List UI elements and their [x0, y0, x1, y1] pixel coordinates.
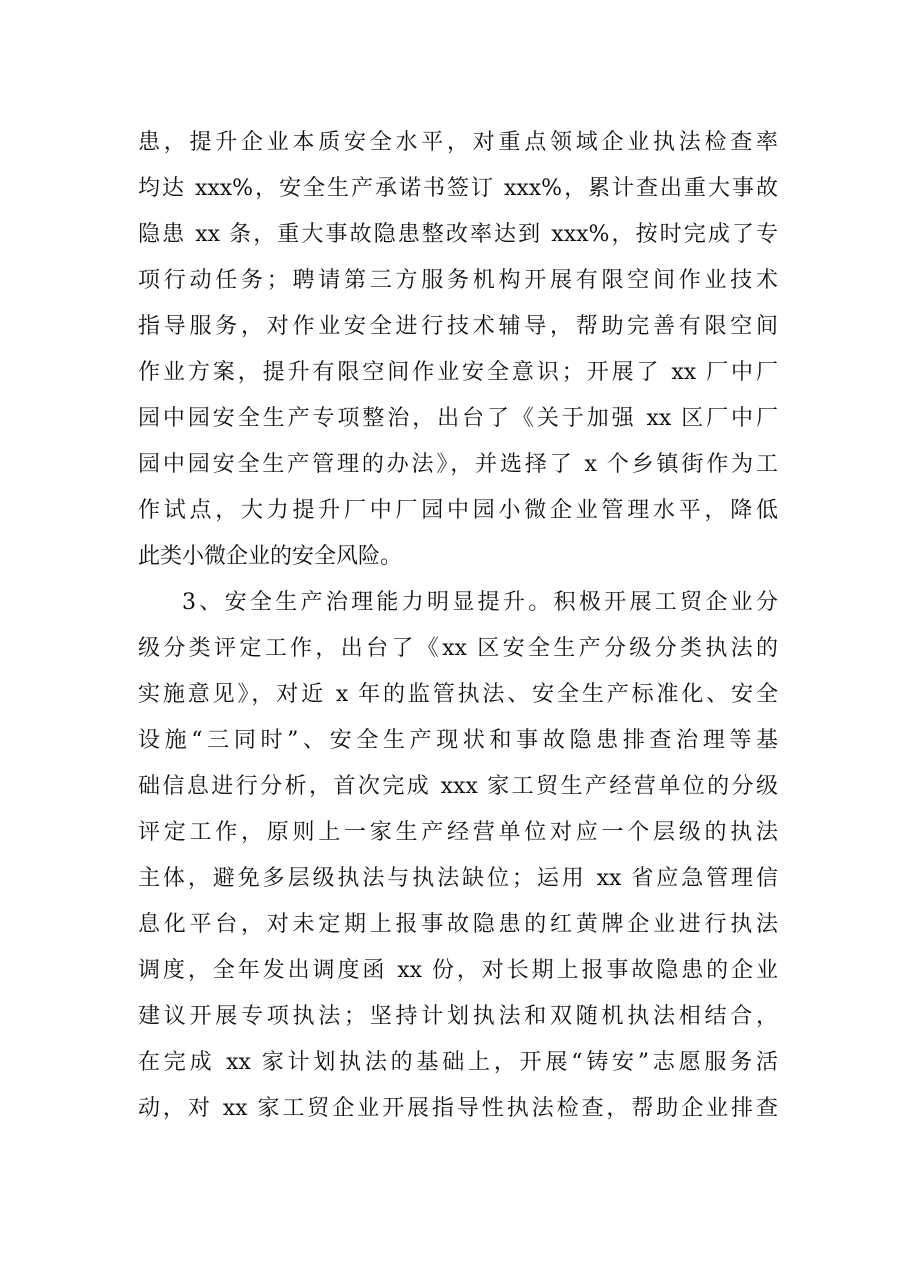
section-heading-line: 3、安全生产治理能力明显提升。积极开展工贸企业分	[182, 590, 778, 615]
text-line: 园中园安全生产管理的办法》，并选择了 x 个乡镇街作为工	[138, 452, 778, 477]
text-line: 建议开展专项执法；坚持计划执法和双随机执法相结合，	[138, 1004, 778, 1029]
text-line: 项行动任务；聘请第三方服务机构开展有限空间作业技术	[138, 268, 778, 293]
paragraph-end-line: 此类小微企业的安全风险。	[138, 544, 403, 569]
text-line: 动，对 xx 家工贸企业开展指导性执法检查，帮助企业排查	[138, 1096, 778, 1121]
text-line: 础信息进行分析，首次完成 xxx 家工贸生产经营单位的分级	[138, 774, 778, 799]
text-line: 评定工作，原则上一家生产经营单位对应一个层级的执法	[138, 820, 778, 845]
text-line: 在完成 xx 家计划执法的基础上，开展“铸安”志愿服务活	[138, 1050, 778, 1075]
text-line: 园中园安全生产专项整治，出台了《关于加强 xx 区厂中厂	[138, 406, 778, 431]
text-line: 息化平台，对未定期上报事故隐患的红黄牌企业进行执法	[138, 912, 778, 937]
text-line: 设施“三同时”、安全生产现状和事故隐患排查治理等基	[138, 728, 778, 753]
text-line: 主体，避免多层级执法与执法缺位；运用 xx 省应急管理信	[138, 866, 778, 891]
text-line: 指导服务，对作业安全进行技术辅导，帮助完善有限空间	[138, 314, 778, 339]
text-line: 均达 xxx%，安全生产承诺书签订 xxx%，累计查出重大事故	[138, 176, 778, 201]
text-line: 作试点，大力提升厂中厂园中园小微企业管理水平，降低	[138, 498, 778, 523]
text-line: 级分类评定工作，出台了《xx 区安全生产分级分类执法的	[138, 636, 778, 661]
text-line: 作业方案，提升有限空间作业安全意识；开展了 xx 厂中厂	[138, 360, 778, 385]
text-line: 调度，全年发出调度函 xx 份，对长期上报事故隐患的企业	[138, 958, 778, 983]
text-line: 患，提升企业本质安全水平，对重点领域企业执法检查率	[138, 130, 778, 155]
text-line: 隐患 xx 条，重大事故隐患整改率达到 xxx%，按时完成了专	[138, 222, 778, 247]
text-line: 实施意见》，对近 x 年的监管执法、安全生产标准化、安全	[138, 682, 778, 707]
body-text	[138, 120, 778, 1132]
